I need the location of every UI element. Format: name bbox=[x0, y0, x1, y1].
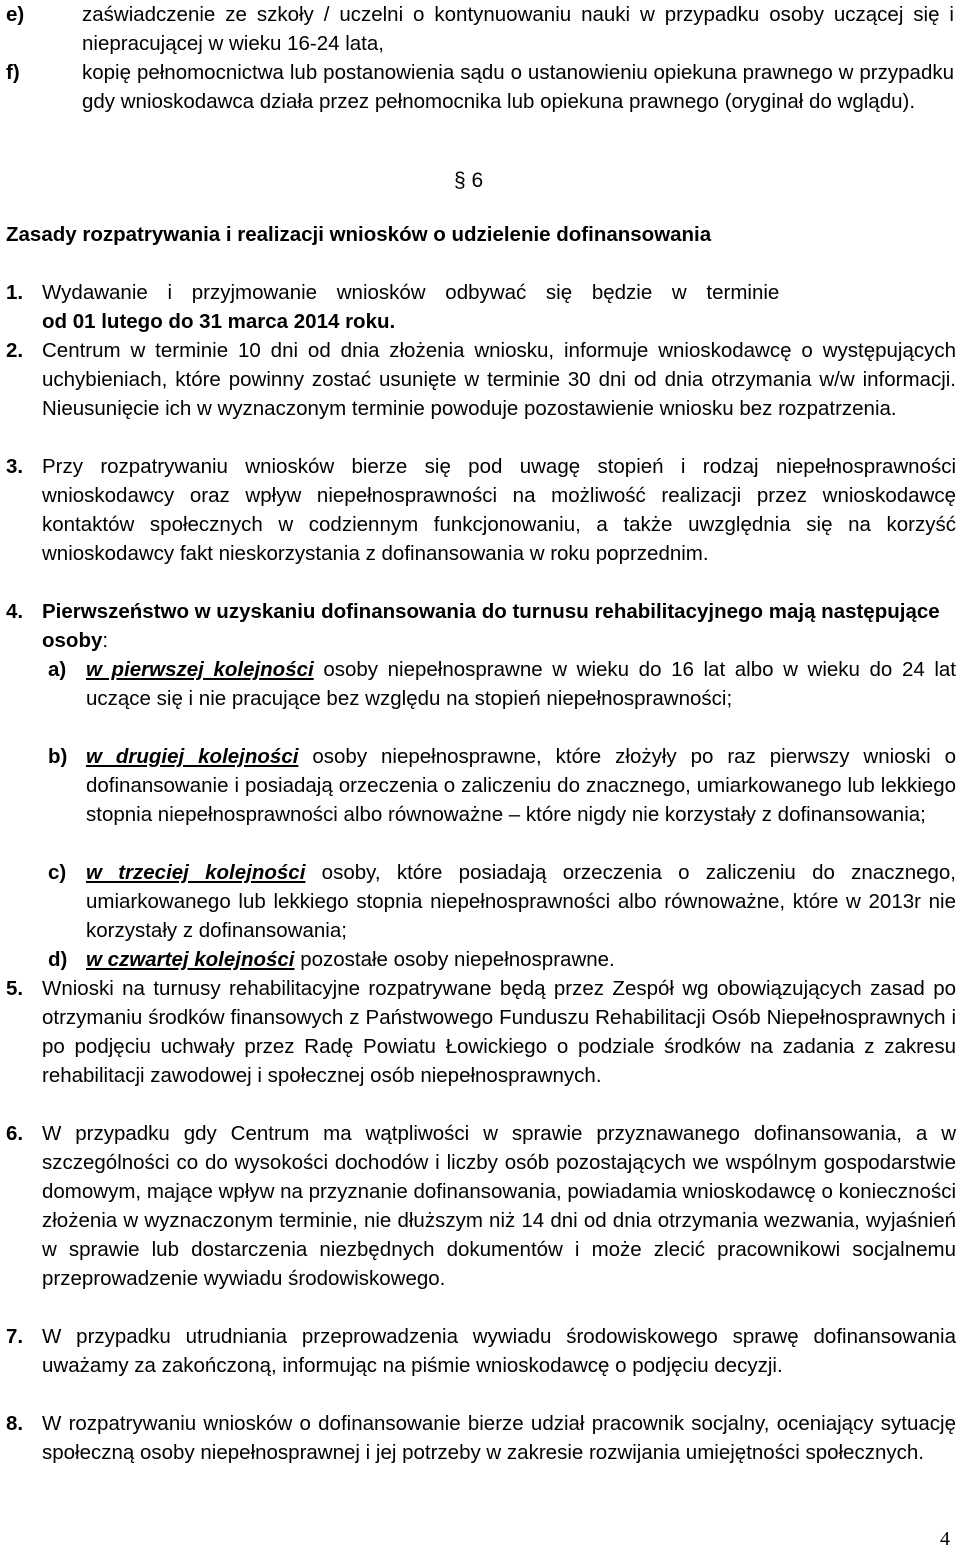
list-item-f bbox=[0, 58, 960, 145]
item-text: kopię pełnomocnictwa lub postanowienia sądu o ustanowieniu opiekuna prawnego w przypadku gdy wnioskodawca działa przez pełnomocnika lub opiekuna prawnego (oryginał do wglądu). bbox=[82, 61, 954, 113]
point-text: Wnioski na turnusy rehabilitacyjne rozpatrywane będą przez Zespół wg obowiązujących zasad po otrzymaniu środków finansowych z Państwowego Funduszu Rehabilitacji Osób Niepełnosprawnych i po podjęciu uchwały przez Radę Powiatu Łowickiego o podziale środków na zadania z zakresu rehabilitacji zawodowej i społecznej osób niepełnosprawnych. bbox=[42, 977, 956, 1087]
point-6 bbox=[0, 1119, 960, 1322]
point-2 bbox=[0, 336, 960, 452]
point-1 bbox=[0, 278, 960, 336]
point-text: W rozpatrywaniu wniosków o dofinansowanie bierze udział pracownik socjalny, oceniający sytuację społeczną osoby niepełnosprawnej i jej potrzeby w zakresie rozwijania umiejętności społecznych. bbox=[42, 1412, 956, 1464]
point-number: 5. bbox=[6, 977, 24, 1000]
order-label: w czwartej kolejności bbox=[86, 948, 295, 971]
point-number: 6. bbox=[6, 1122, 24, 1145]
sub-point-text bbox=[86, 858, 956, 945]
sub-point-body: pozostałe osoby niepełnosprawne. bbox=[294, 948, 615, 971]
point-text: Centrum w terminie 10 dni od dnia złożenia wniosku, informuje wnioskodawcę o występujących uchybieniach, które powinny zostać usunięte w terminie 30 dni od dnia otrzymania w/w informacji. Nieusunięcie ich w wyznaczonym terminie powoduje pozostawienie wniosku bez rozpatrzenia. bbox=[42, 339, 956, 420]
sub-point-c bbox=[0, 858, 960, 945]
point-8 bbox=[0, 1409, 960, 1496]
point-number: 8. bbox=[6, 1412, 24, 1435]
point-number: 3. bbox=[6, 455, 24, 478]
section-sign: § 6 bbox=[454, 169, 484, 192]
point-3 bbox=[0, 452, 960, 597]
point-4 bbox=[0, 597, 960, 655]
sub-point-marker: b) bbox=[48, 745, 68, 768]
sub-point-marker: c) bbox=[48, 861, 67, 884]
item-marker: e) bbox=[6, 3, 25, 26]
sub-point-d bbox=[0, 945, 960, 974]
point-text: W przypadku utrudniania przeprowadzenia wywiadu środowiskowego sprawę dofinansowania uważamy za zakończoną, informując na piśmie wnioskodawcę o podjęciu decyzji. bbox=[42, 1325, 956, 1377]
order-label: w trzeciej kolejności bbox=[86, 861, 306, 884]
date-range: od 01 lutego do 31 marca 2014 roku. bbox=[42, 310, 396, 333]
sub-point-b bbox=[0, 742, 960, 858]
item-marker: f) bbox=[6, 61, 20, 84]
point-text: W przypadku gdy Centrum ma wątpliwości w sprawie przyznawanego dofinansowania, a w szczególności co do wysokości dochodów i liczby osób pozostających we wspólnym gospodarstwie domowym, mające wpływ na przyznanie dofinansowania, powiadamia wnioskodawcę o konieczności złożenia w wyznaczonym terminie, nie dłuższym niż 14 dni od dnia otrzymania wezwania, wyjaśnień w sprawie lub dostarczenia niezbędnych dokumentów i może zlecić pracownikowi socjalnemu przeprowadzenie wywiadu środowiskowego. bbox=[42, 1122, 956, 1290]
sub-point-marker: a) bbox=[48, 658, 67, 681]
sub-point-body: osoby niepełnosprawne, które złożyły po raz pierwszy wnioski o dofinansowanie i posiadają orzeczenia o zaliczeniu do znacznego, umiarkowanego lub lekkiego stopnia niepełnosprawności albo równoważne – które nigdy nie korzystały z dofinansowania; bbox=[86, 745, 956, 826]
sub-point-text bbox=[86, 945, 956, 974]
sub-point-text bbox=[86, 655, 956, 713]
sub-point-body: osoby, które posiadają orzeczenia o zaliczeniu do znacznego, umiarkowanego lub lekkiego stopnia niepełnosprawności albo równoważne, które w 2013r nie korzystały z dofinansowania; bbox=[86, 861, 956, 942]
sub-point-text bbox=[86, 742, 956, 829]
point-text bbox=[42, 278, 954, 336]
point-number: 7. bbox=[6, 1325, 24, 1348]
point-body: Wydawanie i przyjmowanie wniosków odbywać się będzie w terminie bbox=[42, 281, 780, 304]
point-number: 1. bbox=[6, 281, 24, 304]
point-number: 4. bbox=[6, 600, 24, 623]
page-number: 4 bbox=[940, 1528, 950, 1550]
colon: : bbox=[102, 629, 109, 652]
priority-heading: Pierwszeństwo w uzyskaniu dofinansowania do turnusu rehabilitacyjnego mają następujące osoby bbox=[42, 600, 940, 652]
point-number: 2. bbox=[6, 339, 24, 362]
sub-point-body: osoby niepełnosprawne w wieku do 16 lat albo w wieku do 24 lat uczące się i nie pracujące bez względu na stopień niepełnosprawności; bbox=[86, 658, 957, 710]
order-label: w drugiej kolejności bbox=[86, 745, 299, 768]
point-7 bbox=[0, 1322, 960, 1409]
point-5 bbox=[0, 974, 960, 1119]
sub-point-marker: d) bbox=[48, 948, 68, 971]
list-item-e bbox=[0, 0, 960, 58]
point-text bbox=[42, 597, 956, 655]
sub-point-a bbox=[0, 655, 960, 742]
section-heading: Zasady rozpatrywania i realizacji wniosków o udzielenie dofinansowania bbox=[6, 223, 712, 246]
order-label: w pierwszej kolejności bbox=[86, 658, 314, 681]
point-text: Przy rozpatrywaniu wniosków bierze się pod uwagę stopień i rodzaj niepełnosprawności wnioskodawcy oraz wpływ niepełnosprawności na możliwość realizacji przez wnioskodawcę kontaktów społecznych w codziennym funkcjonowaniu, a także uwzględnia się na korzyść wnioskodawcy fakt nieskorzystania z dofinansowania w roku poprzednim. bbox=[42, 455, 956, 565]
item-text: zaświadczenie ze szkoły / uczelni o kontynuowaniu nauki w przypadku osoby uczącej się i niepracującej w wieku 16-24 lata, bbox=[82, 3, 954, 55]
